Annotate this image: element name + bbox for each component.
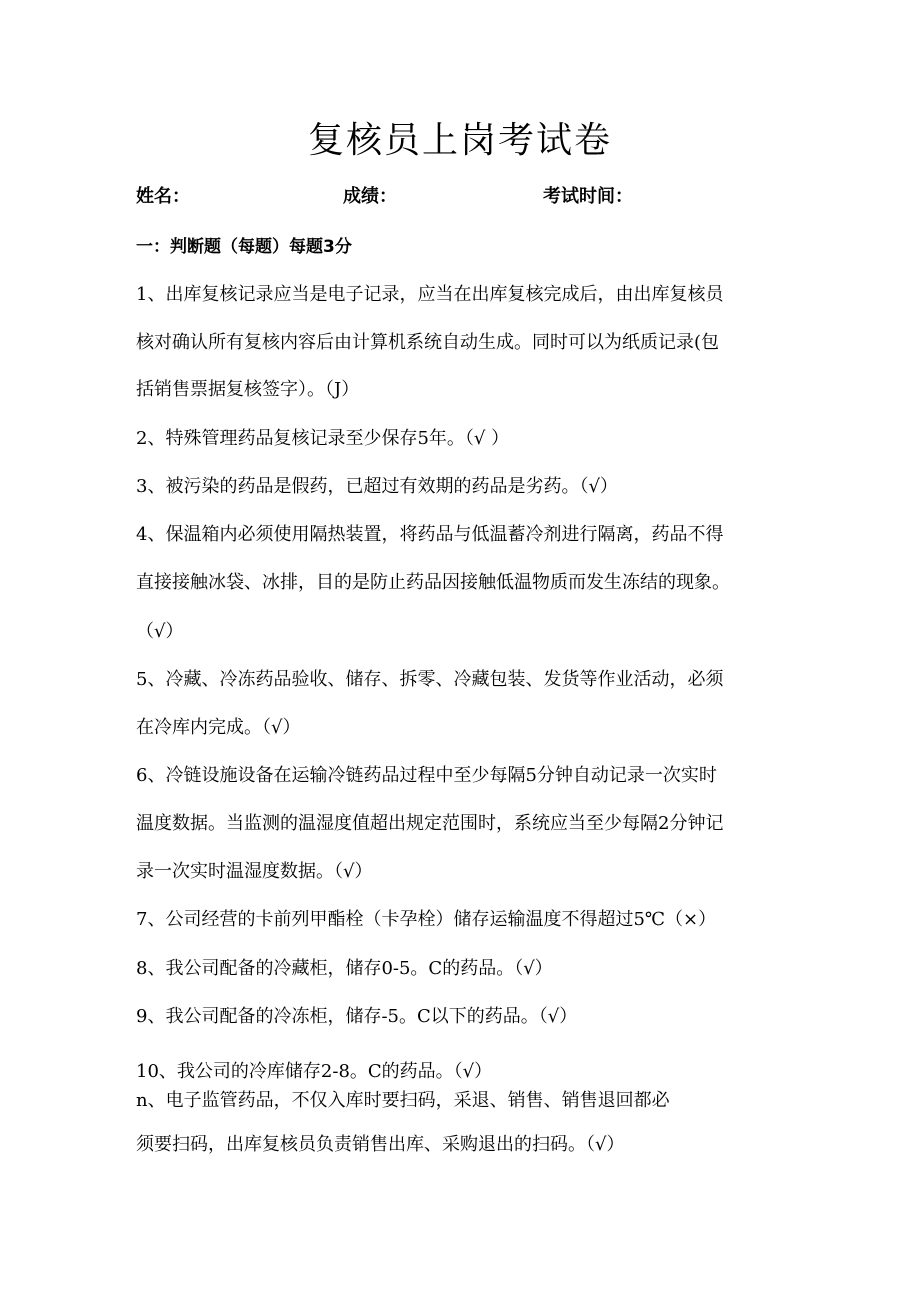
question-line: 10、我公司的冷库储存2-8。C的药品。（√） bbox=[136, 1061, 493, 1082]
question-line: 在冷库内完成。（√） bbox=[136, 717, 301, 738]
question-line: 1、出库复核记录应当是电子记录，应当在出库复核完成后，由出库复核员 bbox=[136, 284, 724, 305]
question-line: （√） bbox=[136, 621, 184, 642]
name-label: 姓名： bbox=[136, 186, 190, 207]
question-line: 直接接触冰袋、冰排，目的是防止药品因接触低温物质而发生冻结的现象。 bbox=[136, 572, 730, 593]
question-line: 4、保温箱内必须使用隔热装置，将药品与低温蓄冷剂进行隔离，药品不得 bbox=[136, 524, 724, 545]
question-line: 括销售票据复核签字）。（J） bbox=[136, 379, 360, 400]
exam-title: 复核员上岗考试卷 bbox=[307, 120, 612, 161]
question-line: 3、被污染的药品是假药，已超过有效期的药品是劣药。（√） bbox=[136, 476, 618, 497]
question-line: 录一次实时温湿度数据。（√） bbox=[136, 861, 373, 882]
exam-time-label: 考试时间： bbox=[543, 186, 633, 207]
question-line: n、电子监管药品，不仅入库时要扫码，采退、销售、销售退回都必 bbox=[136, 1090, 670, 1111]
section-title: 一：判断题（每题）每题3分 bbox=[136, 237, 352, 257]
score-label: 成绩： bbox=[343, 186, 397, 207]
question-line: 5、冷藏、冷冻药品验收、储存、拆零、冷藏包装、发货等作业活动，必须 bbox=[136, 669, 724, 690]
question-line: 温度数据。当监测的温湿度值超出规定范围时，系统应当至少每隔2分钟记 bbox=[136, 813, 724, 834]
question-line: 6、冷链设施设备在运输冷链药品过程中至少每隔5分钟自动记录一次实时 bbox=[136, 765, 717, 786]
question-line: 须要扫码，出库复核员负责销售出库、采购退出的扫码。（√） bbox=[136, 1134, 625, 1155]
question-line: 核对确认所有复核内容后由计算机系统自动生成。同时可以为纸质记录(包 bbox=[136, 332, 720, 353]
question-line: 2、特殊管理药品复核记录至少保存5年。（√ ） bbox=[136, 428, 510, 449]
question-line: 7、公司经营的卡前列甲酯栓（卡孕栓）储存运输温度不得超过5℃（×） bbox=[136, 909, 717, 930]
question-line: 8、我公司配备的冷藏柜，储存0-5。C的药品。（√） bbox=[136, 958, 553, 979]
question-line: 9、我公司配备的冷冻柜，储存-5。C以下的药品。（√） bbox=[136, 1006, 578, 1027]
